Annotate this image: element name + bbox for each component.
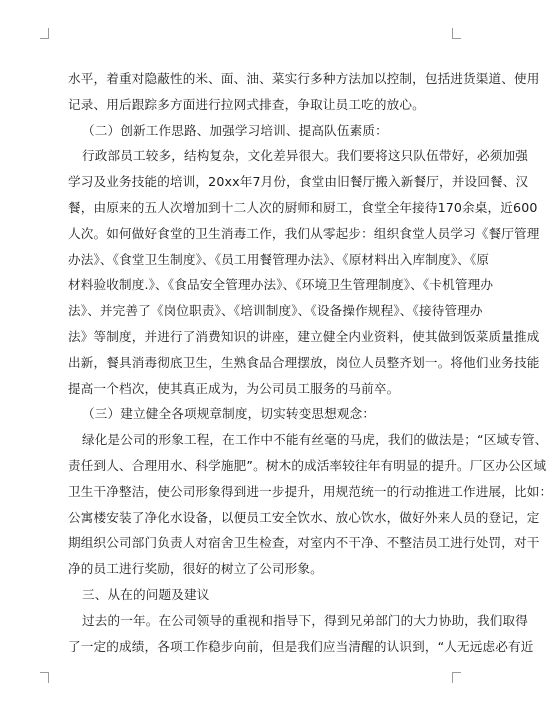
corner-mark-bottom-right — [452, 672, 461, 683]
text-line: 人次。如何做好食堂的卫生消毒工作，我们从零起步：组织食堂人员学习《餐厅管理 — [68, 225, 540, 241]
text-line: （二）创新工作思路、加强学习培训、提高队伍素质： — [82, 122, 388, 138]
text-line: 水平，着重对隐蔽性的米、面、油、菜实行多种方法加以控制，包括进货渠道、使用 — [68, 71, 540, 86]
corner-mark-top-left — [40, 28, 49, 39]
text-line: 法》、并完善了《岗位职责》、《培训制度》、《设备操作规程》、《接待管理办 — [68, 303, 483, 319]
text-line: 出新，餐具消毒彻底卫生，生熟食品合理摆放，岗位人员整齐划一。将他们业务技能 — [68, 354, 540, 370]
text-line: 学习及业务技能的培训，20xx年7月份，食堂由旧餐厅搬入新餐厅，并设回餐、汉 — [68, 174, 529, 190]
text-line: 净的员工进行奖励，很好的树立了公司形象。 — [68, 561, 323, 577]
text-line: 办法》、《食堂卫生制度》、《员工用餐管理办法》、《原材料出入库制度》、《原 — [68, 251, 490, 267]
text-line: 行政部员工较多，结构复杂，文化差异很大。我们要将这只队伍带好，必须加强 — [82, 148, 529, 164]
text-line: 责任到人、合理用水、科学施肥”。树木的成活率较往年有明显的提升。厂区办公区域 — [68, 457, 547, 473]
text-line: 绿化是公司的形象工程，在工作中不能有丝毫的马虎，我们的做法是；“区域专管、 — [82, 432, 548, 448]
text-line: 卫生干净整洁，使公司形象得到进一步提升，用规范统一的行动推进工作进展，比如： — [68, 483, 552, 499]
text-line: 法》等制度，并进行了消费知识的讲座，建立健全内业资料，使其做到饭菜质量推成 — [68, 328, 540, 344]
text-line: 了一定的成绩，各项工作稳步向前，但是我们应当清醒的认识到，“人无远虑必有近 — [68, 638, 534, 654]
corner-mark-bottom-left — [40, 672, 49, 683]
text-line: 材料验收制度.》、《食品安全管理办法》、《环境卫生管理制度》、《卡机管理办 — [68, 277, 494, 293]
text-line: 记录、用后跟踪多方面进行拉网式排查，争取让员工吃的放心。 — [68, 96, 425, 112]
text-line: 三、从在的问题及建议 — [82, 586, 210, 602]
text-line: 提高一个档次，使其真正成为，为公司员工服务的马前卒。 — [68, 380, 400, 396]
text-line: 期组织公司部门负责人对宿舍卫生检查，对室内不干净、不整洁员工进行处罚，对干 — [68, 535, 540, 551]
text-line: 过去的一年。在公司领导的重视和指导下，得到兄弟部门的大力协助，我们取得 — [82, 612, 529, 628]
text-line: 公寓楼安装了净化水设备，以便员工安全饮水、放心饮水，做好外来人员的登记，定 — [68, 509, 540, 525]
text-line: 餐，由原来的五人次增加到十二人次的厨师和厨工，食堂全年接待170余桌，近600 — [68, 199, 538, 215]
document-body — [68, 66, 552, 659]
text-line: （三）建立健全各项规章制度，切实转变思想观念： — [82, 406, 376, 422]
corner-mark-top-right — [452, 28, 461, 39]
